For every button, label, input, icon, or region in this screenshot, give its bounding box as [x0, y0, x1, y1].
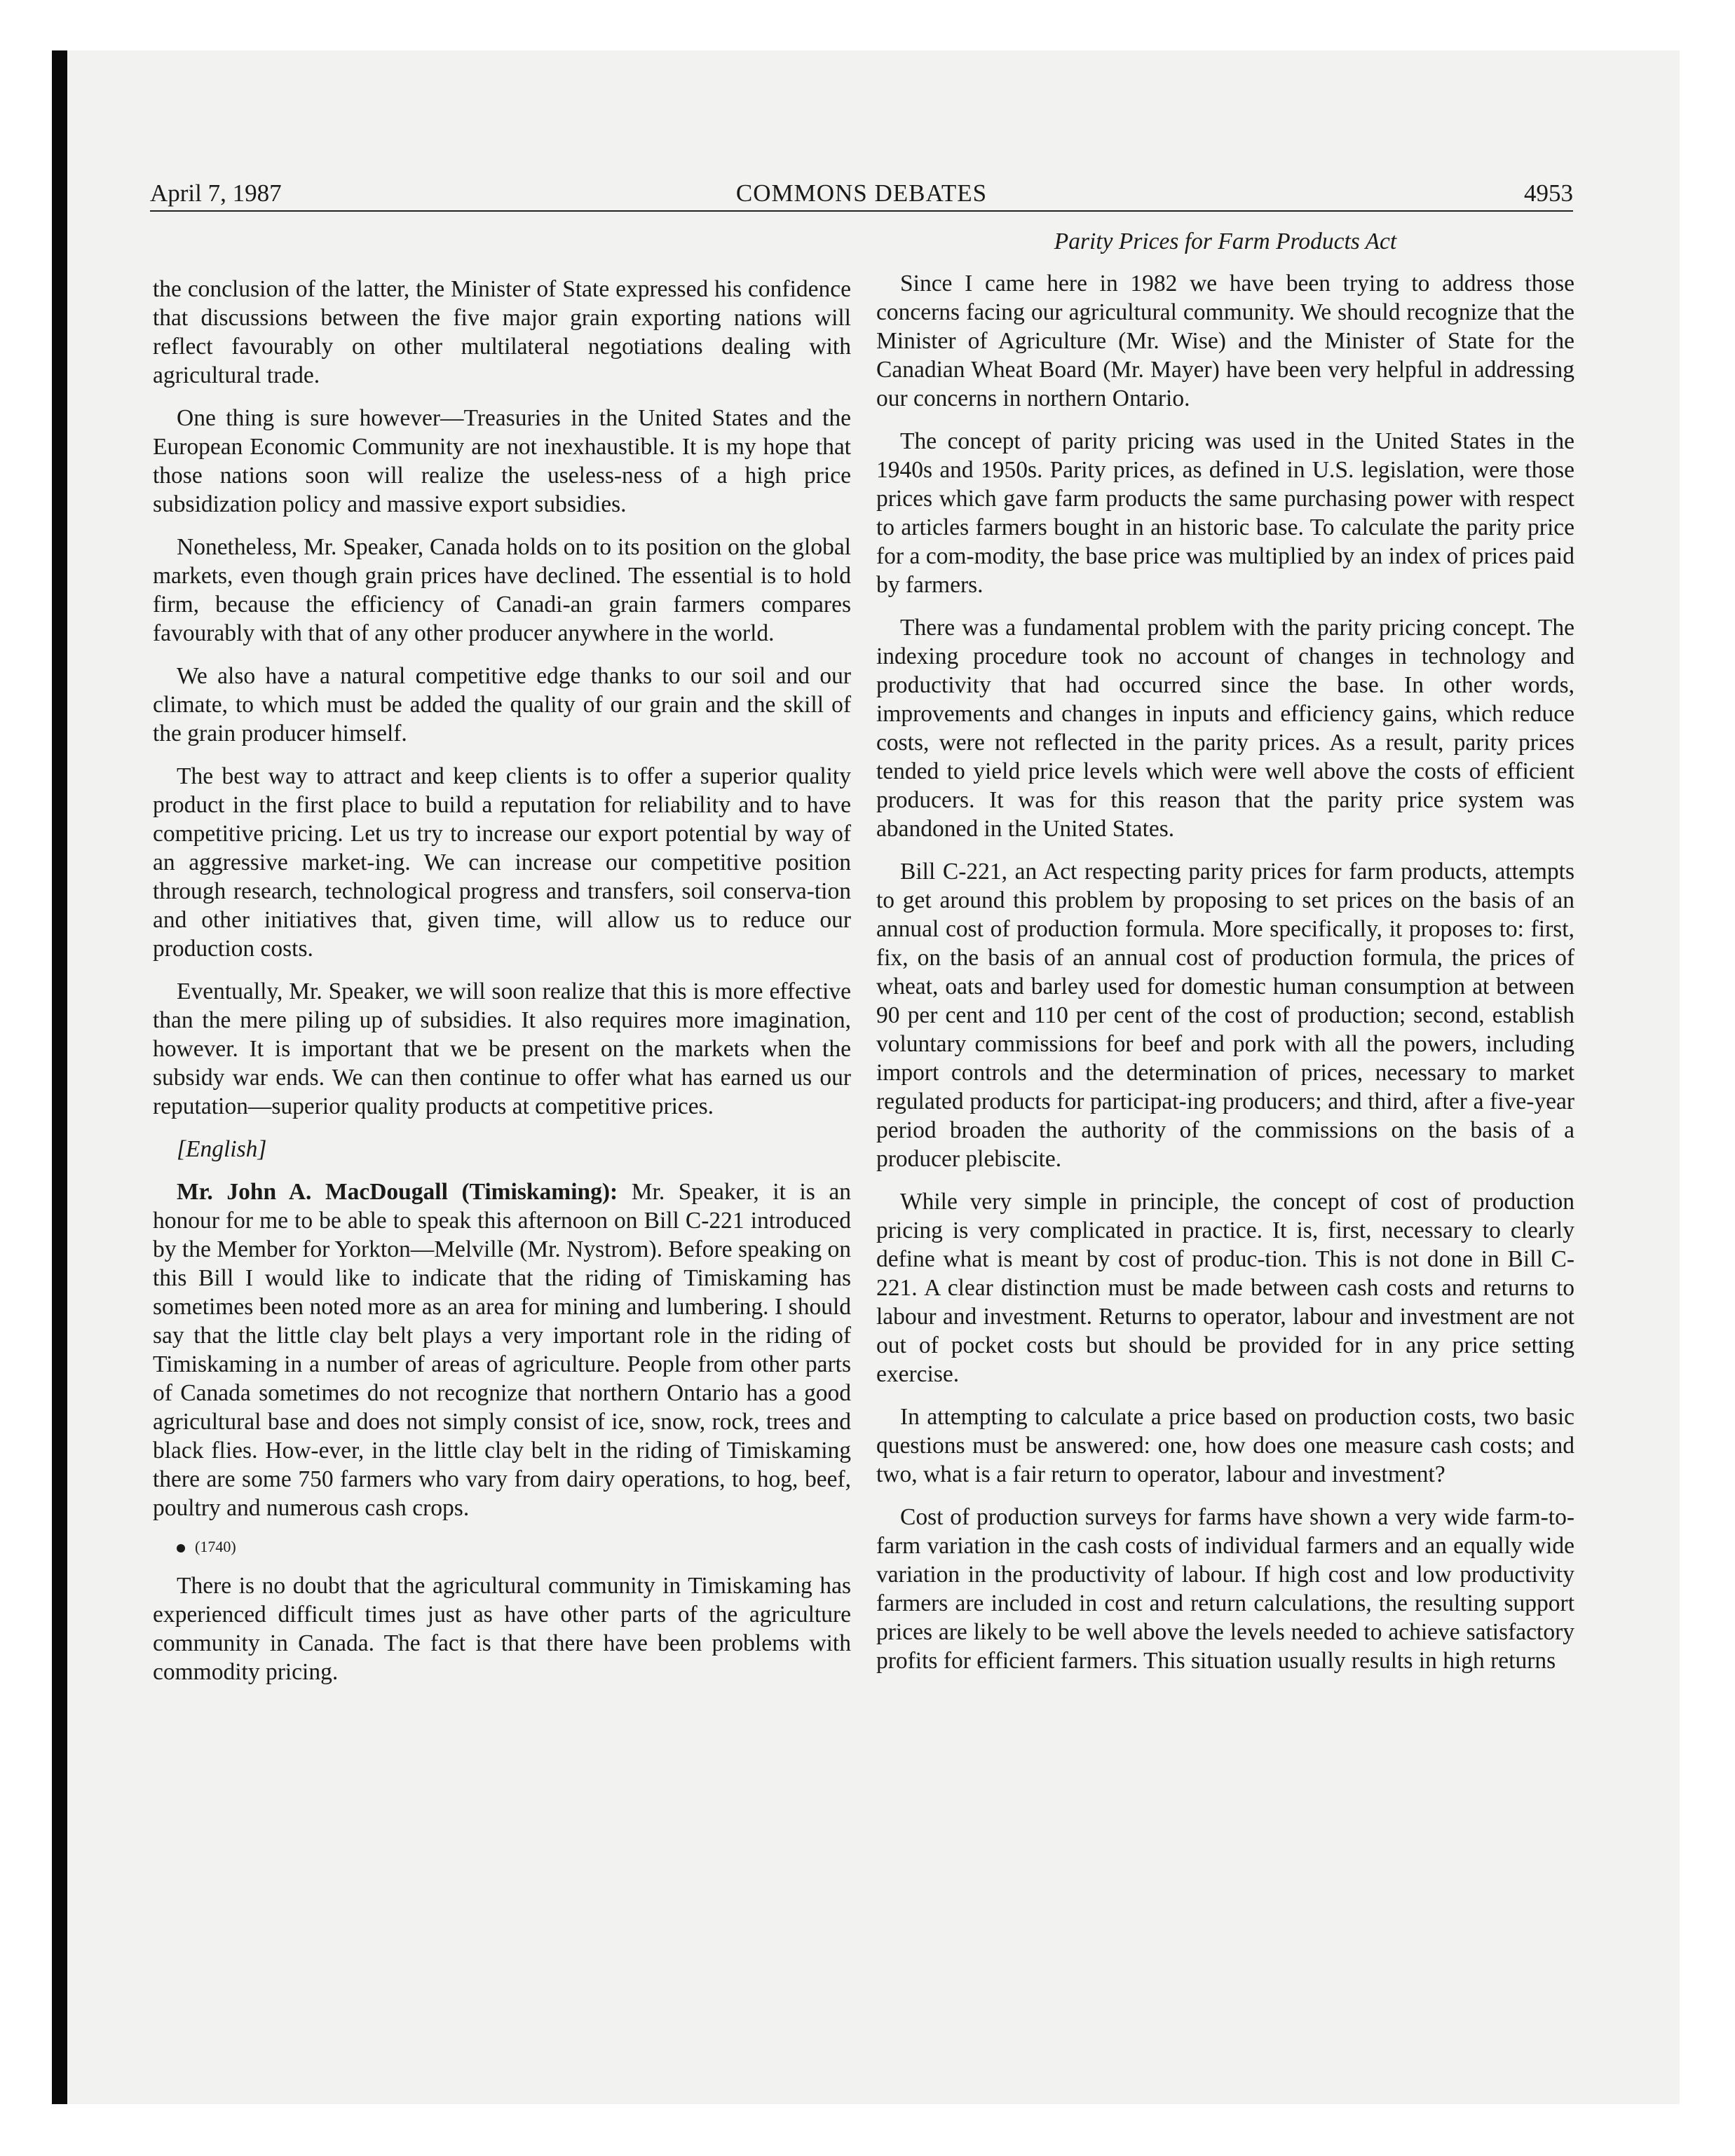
- header-date: April 7, 1987: [150, 179, 282, 207]
- paragraph: One thing is sure however—Treasuries in the United States and the European Economic Community are not inexhaustible. It is my hope that those nations soon will realize the useless-ness of a high price subsidization policy and massive export subsidies.: [153, 405, 851, 517]
- paragraph: Bill C-221, an Act respecting parity prices for farm products, attempts to get around this problem by proposing to set prices on the basis of an annual cost of production formula. More specifically, it proposes to: first, fix, on the basis of an annual cost of production formula, the prices of wheat, oats and barley used for domestic human consumption at between 90 per cent and 110 per cent of the cost of production; second, establish voluntary commissions for beef and pork with all the powers, including import controls and the determination of prices, necessary to market regulated products for participat-ing producers; and third, after a five-year period broaden the authority of the commissions on the basis of a producer plebiscite.: [876, 859, 1574, 1172]
- paragraph: There was a fundamental problem with the parity pricing concept. The indexing procedure took no account of changes in technology and productivity that had occurred since the base. In other words, improvements and changes in inputs and efficiency gains, which reduce costs, were not reflected in the parity prices. As a result, parity prices tended to yield price levels which were well above the costs of efficient producers. It was for this reason that the parity price system was abandoned in the United States.: [876, 615, 1574, 842]
- section-heading: Parity Prices for Farm Products Act: [1054, 228, 1397, 254]
- paragraph: Since I came here in 1982 we have been trying to address those concerns facing our agricultural community. We should recognize that the Minister of Agriculture (Mr. Wise) and the Minister of State for the Canadian Wheat Board (Mr. Mayer) have been very helpful in addressing our concerns in northern Ontario.: [876, 271, 1574, 411]
- bullet-icon: [177, 1544, 185, 1553]
- scan-edge: [52, 50, 67, 2104]
- paragraph: In attempting to calculate a price based on production costs, two basic questions must be answered: one, how does one measure cash costs; and two, what is a fair return to operator, labour and investment?: [876, 1404, 1574, 1487]
- time-mark-text: (1740): [195, 1538, 236, 1555]
- speech-paragraph: [153, 1178, 851, 1522]
- right-column: [876, 269, 1574, 1689]
- paragraph: Cost of production surveys for farms have shown a very wide farm-to-farm variation in the cash costs of individual farmers and an equally wide variation in the productivity of labour. If high cost and low productivity farmers are included in cost and return calculations, the resulting support prices are likely to be well above the levels needed to achieve satisfactory profits for efficient farmers. This situation usually results in high returns: [876, 1504, 1574, 1674]
- time-mark: [153, 1536, 851, 1557]
- header-title: COMMONS DEBATES: [735, 179, 988, 207]
- paragraph: Nonetheless, Mr. Speaker, Canada holds on to its position on the global markets, even though grain prices have declined. The essential is to hold firm, because the efficiency of Canadi-an grain farmers compares favourably with that of any other producer anywhere in the world.: [153, 534, 851, 646]
- paragraph: The concept of parity pricing was used in the United States in the 1940s and 1950s. Parity prices, as defined in U.S. legislation, were those prices which gave farm products the same purchasing power with respect to articles farmers bought in an historic base. To calculate the parity price for a com-modity, the base price was multiplied by an index of prices paid by farmers.: [876, 428, 1574, 598]
- page-header: [150, 177, 1573, 212]
- speaker-name: Mr. John A. MacDougall (Timiskaming):: [177, 1179, 618, 1205]
- paragraph: Eventually, Mr. Speaker, we will soon realize that this is more effective than the mere piling up of subsidies. It also requires more imagination, however. It is important that we be present on the markets when the subsidy war ends. We can then continue to offer what has earned us our reputation—superior quality products at competitive prices.: [153, 978, 851, 1119]
- paragraph: While very simple in principle, the concept of cost of production pricing is very complicated in practice. It is, first, necessary to clearly define what is meant by cost of produc-tion. This is not done in Bill C-221. A clear distinction must be made between cash costs and returns to labour and investment. Returns to operator, labour and investment are not out of pocket costs but should be provided for in any price setting exercise.: [876, 1189, 1574, 1387]
- paragraph: We also have a natural competitive edge thanks to our soil and our climate, to which must be added the quality of our grain and the skill of the grain producer himself.: [153, 663, 851, 746]
- paragraph: There is no doubt that the agricultural community in Timiskaming has experienced difficult times just as have other parts of the agriculture community in Canada. The fact is that there have been problems with commodity pricing.: [153, 1573, 851, 1685]
- paragraph: The best way to attract and keep clients is to offer a superior quality product in the first place to build a reputation for reliability and to have competitive pricing. Let us try to increase our export potential by way of an aggressive market-ing. We can increase our competitive position through research, technological progress and transfers, soil conserva-tion and other initiatives that, given time, will allow us to reduce our production costs.: [153, 763, 851, 962]
- header-page-number: 4953: [1524, 179, 1573, 207]
- speech-text: Mr. Speaker, it is an honour for me to be able to speak this afternoon on Bill C-221 introduced by the Member for Yorkton—Melville (Mr. Nystrom). Before speaking on this Bill I would like to indicate that the riding of Timiskaming has sometimes been noted more as an area for mining and lumbering. I should say that the little clay belt plays a very important role in the riding of Timiskaming in a number of areas of agriculture. People from other parts of Canada sometimes do not recognize that northern Ontario has a good agricultural base and does not simply consist of ice, snow, rock, trees and black flies. How-ever, in the little clay belt in the riding of Timiskaming there are some 750 farmers who vary from dairy operations, to hog, beef, poultry and numerous cash crops.: [153, 1179, 851, 1521]
- paragraph: the conclusion of the latter, the Minister of State expressed his confidence that discussions between the five major grain exporting nations will reflect favourably on other multilateral negotiations dealing with agricultural trade.: [153, 276, 851, 388]
- language-marker: [English]: [177, 1136, 267, 1162]
- left-column: [153, 275, 851, 1700]
